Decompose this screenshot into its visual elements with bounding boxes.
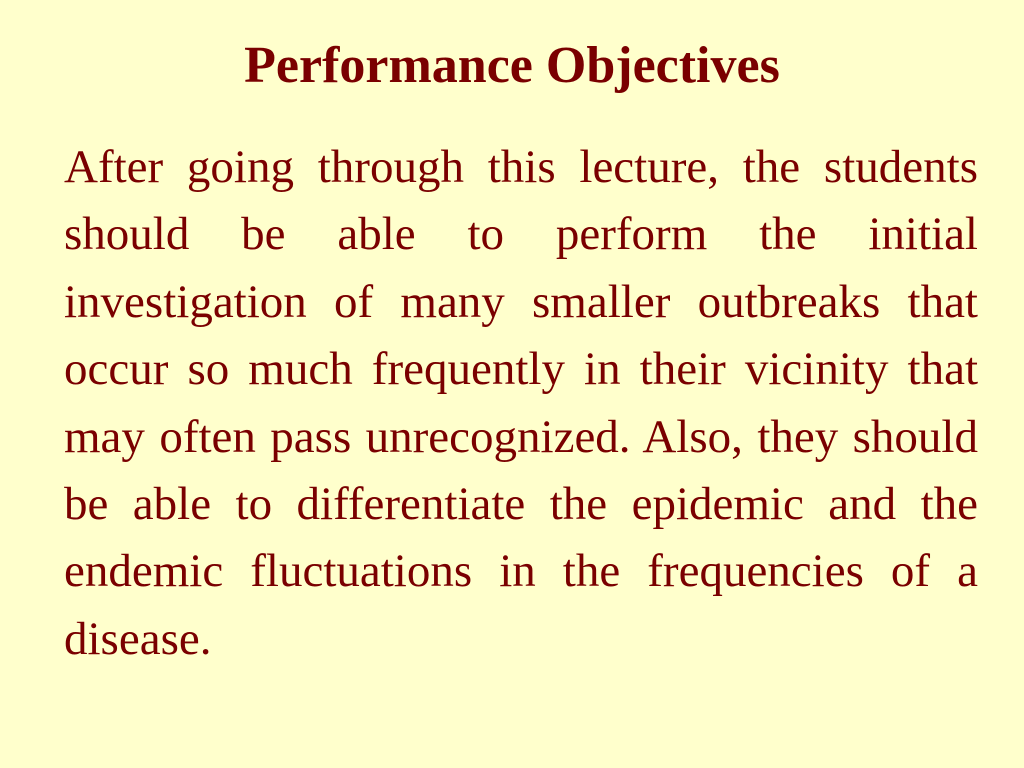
slide-title: Performance Objectives (244, 37, 780, 94)
slide-body-text: After going through this lecture, the students should be able to perform the initial investigation of many smaller outbreaks that occur so much frequently in their vicinity that may often pass unrecognized. Also, they should be able to differentiate the epidemic and the endemic fluctuations in the frequencies of a disease. (64, 141, 978, 665)
